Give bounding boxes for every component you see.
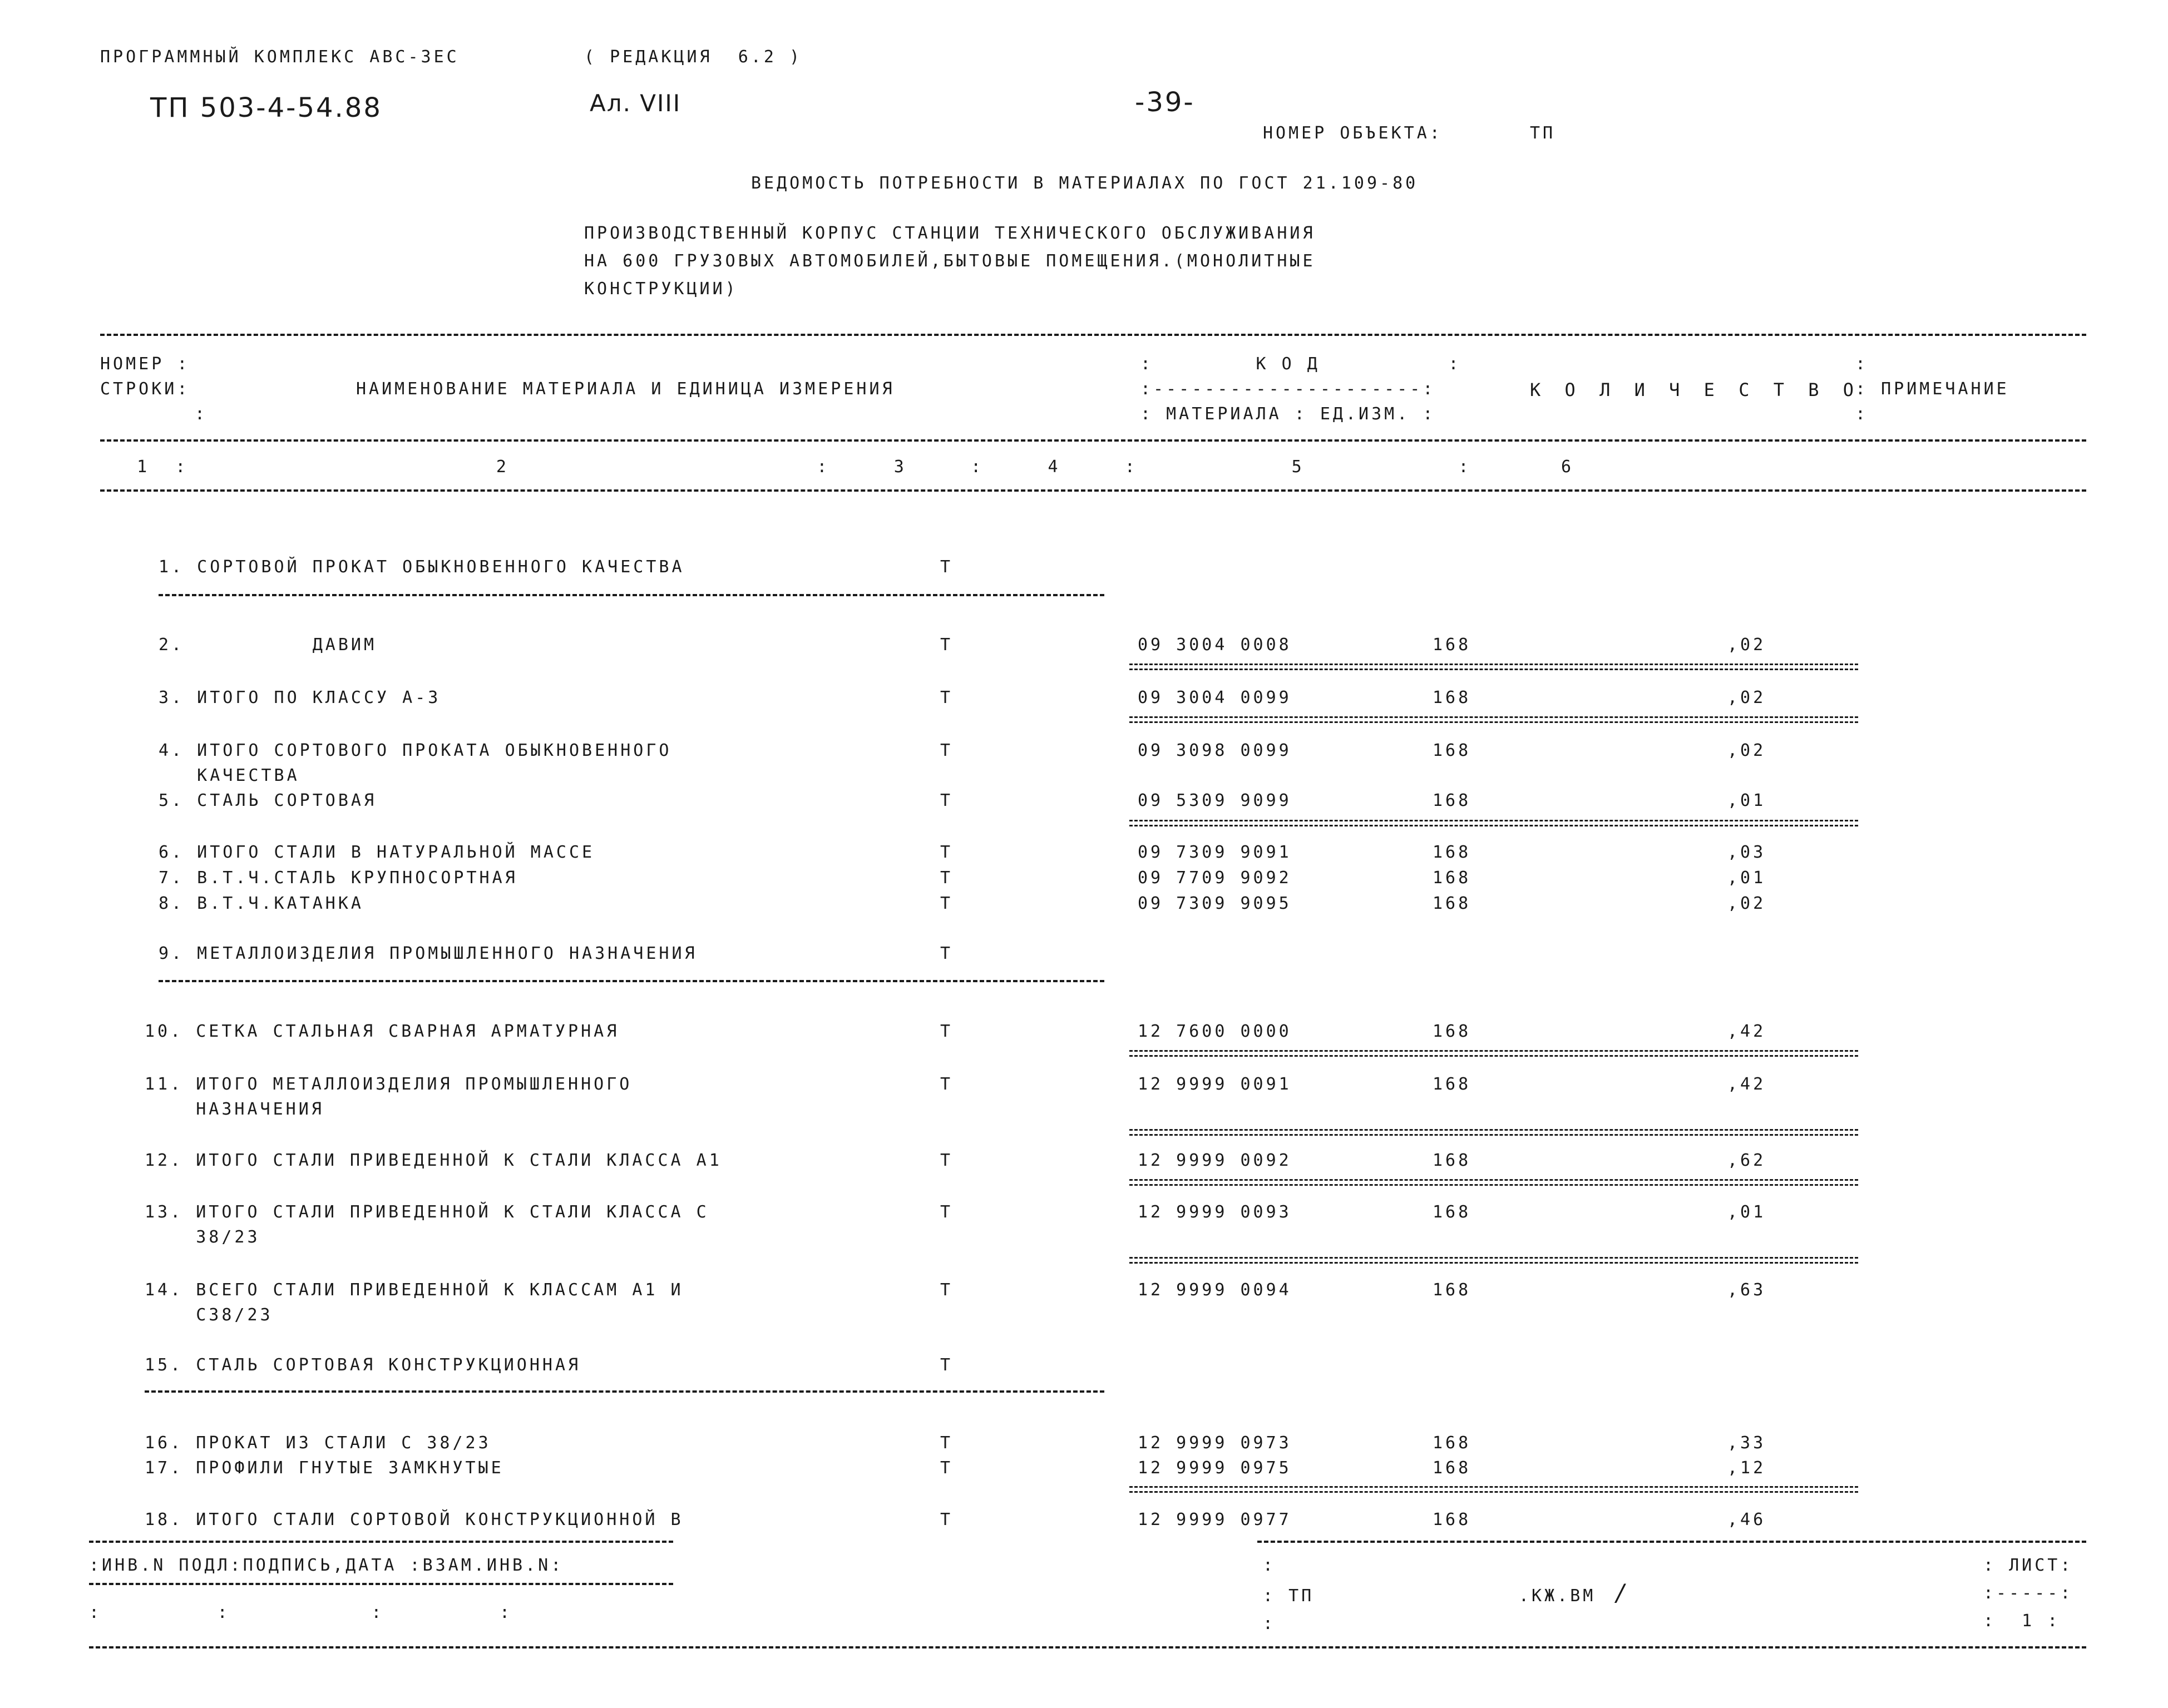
row-code: 09 7309 9091 xyxy=(1138,843,1292,862)
row-name: 8. В.Т.Ч.КАТАНКА xyxy=(159,894,364,913)
row-ed: 168 xyxy=(1433,1510,1471,1529)
header-top-rule xyxy=(100,334,2086,336)
row-unit: Т xyxy=(940,741,954,760)
row-name: 12. ИТОГО СТАЛИ ПРИВЕДЕННОЙ К СТАЛИ КЛАССА А1 xyxy=(145,1151,722,1170)
row-ed: 168 xyxy=(1433,791,1471,810)
row-unit: Т xyxy=(940,1433,954,1453)
row-qty: ,42 xyxy=(1727,1075,1766,1094)
row-qty: ,03 xyxy=(1727,843,1766,862)
row-code: 09 3004 0008 xyxy=(1138,635,1292,655)
object-value: ТП xyxy=(1530,123,1556,143)
stamp-labels: :ИНВ.N ПОДЛ:ПОДПИСЬ,ДАТА :ВЗАМ.ИНВ.N: xyxy=(89,1556,564,1575)
row-unit: Т xyxy=(940,1280,954,1300)
row-ed: 168 xyxy=(1433,894,1471,913)
row-name: 6. ИТОГО СТАЛИ В НАТУРАЛЬНОЙ МАССЕ xyxy=(159,843,595,862)
header-mid-rule xyxy=(100,439,2086,442)
total-rule xyxy=(1129,820,1858,826)
row-qty: ,02 xyxy=(1727,894,1766,913)
total-rule xyxy=(1129,716,1858,723)
row-unit: Т xyxy=(940,635,954,655)
row-unit: Т xyxy=(940,1458,954,1478)
row-name: 10. СЕТКА СТАЛЬНАЯ СВАРНАЯ АРМАТУРНАЯ xyxy=(145,1022,620,1041)
row-unit: Т xyxy=(940,1075,954,1094)
total-rule xyxy=(1129,1257,1858,1264)
row-qty: ,42 xyxy=(1727,1022,1766,1041)
row-unit: Т xyxy=(940,1022,954,1041)
section-rule xyxy=(145,1390,1104,1393)
stamp-mid-rule xyxy=(89,1583,673,1585)
row-qty: ,63 xyxy=(1727,1280,1766,1300)
stamp-colon-a: : xyxy=(1263,1556,1276,1575)
handwritten-slash-mark: / xyxy=(1616,1579,1624,1606)
row-name: 17. ПРОФИЛИ ГНУТЫЕ ЗАМКНУТЫЕ xyxy=(145,1458,504,1478)
row-ed: 168 xyxy=(1433,1433,1471,1453)
col1-header-line-3: : xyxy=(195,404,208,424)
row-unit: Т xyxy=(940,1355,954,1375)
row-qty: ,12 xyxy=(1727,1458,1766,1478)
row-ed: 168 xyxy=(1433,868,1471,888)
stamp-top-rule-left xyxy=(89,1541,673,1543)
row-qty: ,62 xyxy=(1727,1151,1766,1170)
row-code: 12 7600 0000 xyxy=(1138,1022,1292,1041)
row-code: 12 9999 0973 xyxy=(1138,1433,1292,1453)
code-group-header: : К О Д : xyxy=(1140,354,1461,374)
sheet-number: : 1 : xyxy=(1983,1611,2061,1631)
subtitle-line-2: НА 600 ГРУЗОВЫХ АВТОМОБИЛЕЙ,БЫТОВЫЕ ПОМЕЩЕНИЯ.(МОНОЛИТНЫЕ xyxy=(584,251,1316,271)
row-ed: 168 xyxy=(1433,843,1471,862)
row-ed: 168 xyxy=(1433,1280,1471,1300)
row-name: 2. ДАВИМ xyxy=(159,635,377,655)
row-qty: ,01 xyxy=(1727,1202,1766,1222)
page-bottom-rule xyxy=(89,1646,2086,1648)
row-name: 4. ИТОГО СОРТОВОГО ПРОКАТА ОБЫКНОВЕННОГО xyxy=(159,741,672,760)
col2-header: НАИМЕНОВАНИЕ МАТЕРИАЛА И ЕДИНИЦА ИЗМЕРЕНИЯ xyxy=(356,379,895,399)
row-ed: 168 xyxy=(1433,1202,1471,1222)
row-unit: Т xyxy=(940,688,954,707)
col1-header-line-2: СТРОКИ: xyxy=(100,379,190,399)
sheet-label: : ЛИСТ: xyxy=(1983,1556,2073,1575)
row-code: 09 7709 9092 xyxy=(1138,868,1292,888)
row-code: 12 9999 0975 xyxy=(1138,1458,1292,1478)
row-unit: Т xyxy=(940,791,954,810)
note-header: : ПРИМЕЧАНИЕ xyxy=(1855,379,2009,399)
row-ed: 168 xyxy=(1433,688,1471,707)
row-name: 15. СТАЛЬ СОРТОВАЯ КОНСТРУКЦИОННАЯ xyxy=(145,1355,581,1375)
sheet-separator: :-----: xyxy=(1983,1583,2073,1603)
row-unit: Т xyxy=(940,843,954,862)
row-code: 12 9999 0977 xyxy=(1138,1510,1292,1529)
row-ed: 168 xyxy=(1433,741,1471,760)
object-label: НОМЕР ОБЪЕКТА: xyxy=(1263,123,1443,143)
row-unit: Т xyxy=(940,868,954,888)
row-unit: Т xyxy=(940,1151,954,1170)
total-rule xyxy=(1129,664,1858,670)
program-name: ПРОГРАММНЫЙ КОМПЛЕКС АВС-ЗЕС xyxy=(100,47,460,67)
stamp-top-rule-right xyxy=(1257,1541,2086,1543)
row-code: 09 3004 0099 xyxy=(1138,688,1292,707)
row-ed: 168 xyxy=(1433,635,1471,655)
row-code: 12 9999 0091 xyxy=(1138,1075,1292,1094)
row-name: 18. ИТОГО СТАЛИ СОРТОВОЙ КОНСТРУКЦИОННОЙ В xyxy=(145,1510,684,1529)
code-subheaders: : МАТЕРИАЛА : ЕД.ИЗМ. : xyxy=(1140,404,1436,424)
quantity-header: К О Л И Ч Е С Т В О xyxy=(1530,379,1861,400)
row-qty: ,02 xyxy=(1727,635,1766,655)
col1-header-line-1: НОМЕР : xyxy=(100,354,190,374)
row-name: 1. СОРТОВОЙ ПРОКАТ ОБЫКНОВЕННОГО КАЧЕСТВА xyxy=(159,557,685,577)
row-unit: Т xyxy=(940,944,954,963)
header-bottom-rule xyxy=(100,489,2086,492)
row-ed: 168 xyxy=(1433,1151,1471,1170)
row-name: 13. ИТОГО СТАЛИ ПРИВЕДЕННОЙ К СТАЛИ КЛАССА С xyxy=(145,1202,709,1222)
row-unit: Т xyxy=(940,1510,954,1529)
row-ed: 168 xyxy=(1433,1458,1471,1478)
row-qty: ,02 xyxy=(1727,688,1766,707)
row-code: 09 7309 9095 xyxy=(1138,894,1292,913)
subtitle-line-1: ПРОИЗВОДСТВЕННЫЙ КОРПУС СТАНЦИИ ТЕХНИЧЕСКОГО ОБСЛУЖИВАНИЯ xyxy=(584,224,1316,243)
total-rule xyxy=(1129,1179,1858,1186)
program-edition: ( РЕДАКЦИЯ 6.2 ) xyxy=(584,47,803,67)
row-name: 14. ВСЕГО СТАЛИ ПРИВЕДЕННОЙ К КЛАССАМ А1 И xyxy=(145,1280,684,1300)
note-header-colon-bottom: : xyxy=(1855,404,1869,424)
row-ed: 168 xyxy=(1433,1075,1471,1094)
row-name: 5. СТАЛЬ СОРТОВАЯ xyxy=(159,791,377,810)
row-code: 09 3098 0099 xyxy=(1138,741,1292,760)
row-code: 12 9999 0093 xyxy=(1138,1202,1292,1222)
row-code: 12 9999 0092 xyxy=(1138,1151,1292,1170)
album-number: Ал. VIII xyxy=(590,90,681,117)
column-numbers: 1 : 2 : 3 : 4 : 5 : 6 xyxy=(111,457,1574,477)
row-name: 3. ИТОГО ПО КЛАССУ А-3 xyxy=(159,688,441,707)
row-name: 9. МЕТАЛЛОИЗДЕЛИЯ ПРОМЫШЛЕННОГО НАЗНАЧЕНИЯ xyxy=(159,944,698,963)
stamp-empty-cells: : : : : xyxy=(89,1603,513,1622)
total-rule xyxy=(1129,1050,1858,1057)
row-code: 09 5309 9099 xyxy=(1138,791,1292,810)
stamp-tp: : ТП xyxy=(1263,1586,1315,1606)
row-name-cont: 38/23 xyxy=(145,1227,260,1247)
row-qty: ,01 xyxy=(1727,868,1766,888)
section-rule xyxy=(159,980,1104,982)
row-unit: Т xyxy=(940,1202,954,1222)
row-name-cont: НАЗНАЧЕНИЯ xyxy=(145,1100,324,1119)
row-qty: ,33 xyxy=(1727,1433,1766,1453)
section-rule xyxy=(159,594,1104,596)
row-code: 12 9999 0094 xyxy=(1138,1280,1292,1300)
row-qty: ,46 xyxy=(1727,1510,1766,1529)
document-code: ТП 503-4-54.88 xyxy=(150,92,382,123)
subtitle-line-3: КОНСТРУКЦИИ) xyxy=(584,279,738,299)
row-unit: Т xyxy=(940,894,954,913)
row-ed: 168 xyxy=(1433,1022,1471,1041)
row-qty: ,01 xyxy=(1727,791,1766,810)
row-name-cont: КАЧЕСТВА xyxy=(159,766,300,785)
row-unit: Т xyxy=(940,557,954,577)
total-rule xyxy=(1129,1129,1858,1136)
total-rule xyxy=(1129,1486,1858,1493)
code-group-separator: :---------------------: xyxy=(1140,379,1436,399)
row-qty: ,02 xyxy=(1727,741,1766,760)
row-name: 11. ИТОГО МЕТАЛЛОИЗДЕЛИЯ ПРОМЫШЛЕННОГО xyxy=(145,1075,633,1094)
stamp-format: .КЖ.ВМ xyxy=(1519,1586,1596,1606)
document-title: ВЕДОМОСТЬ ПОТРЕБНОСТИ В МАТЕРИАЛАХ ПО ГОСТ 21.109-80 xyxy=(751,174,1419,193)
row-name: 16. ПРОКАТ ИЗ СТАЛИ С 38/23 xyxy=(145,1433,491,1453)
note-header-colon-top: : xyxy=(1855,354,1869,374)
stamp-colon-b: : xyxy=(1263,1614,1276,1633)
page-number: -39- xyxy=(1135,87,1195,118)
row-name-cont: С38/23 xyxy=(145,1305,273,1325)
row-name: 7. В.Т.Ч.СТАЛЬ КРУПНОСОРТНАЯ xyxy=(159,868,518,888)
